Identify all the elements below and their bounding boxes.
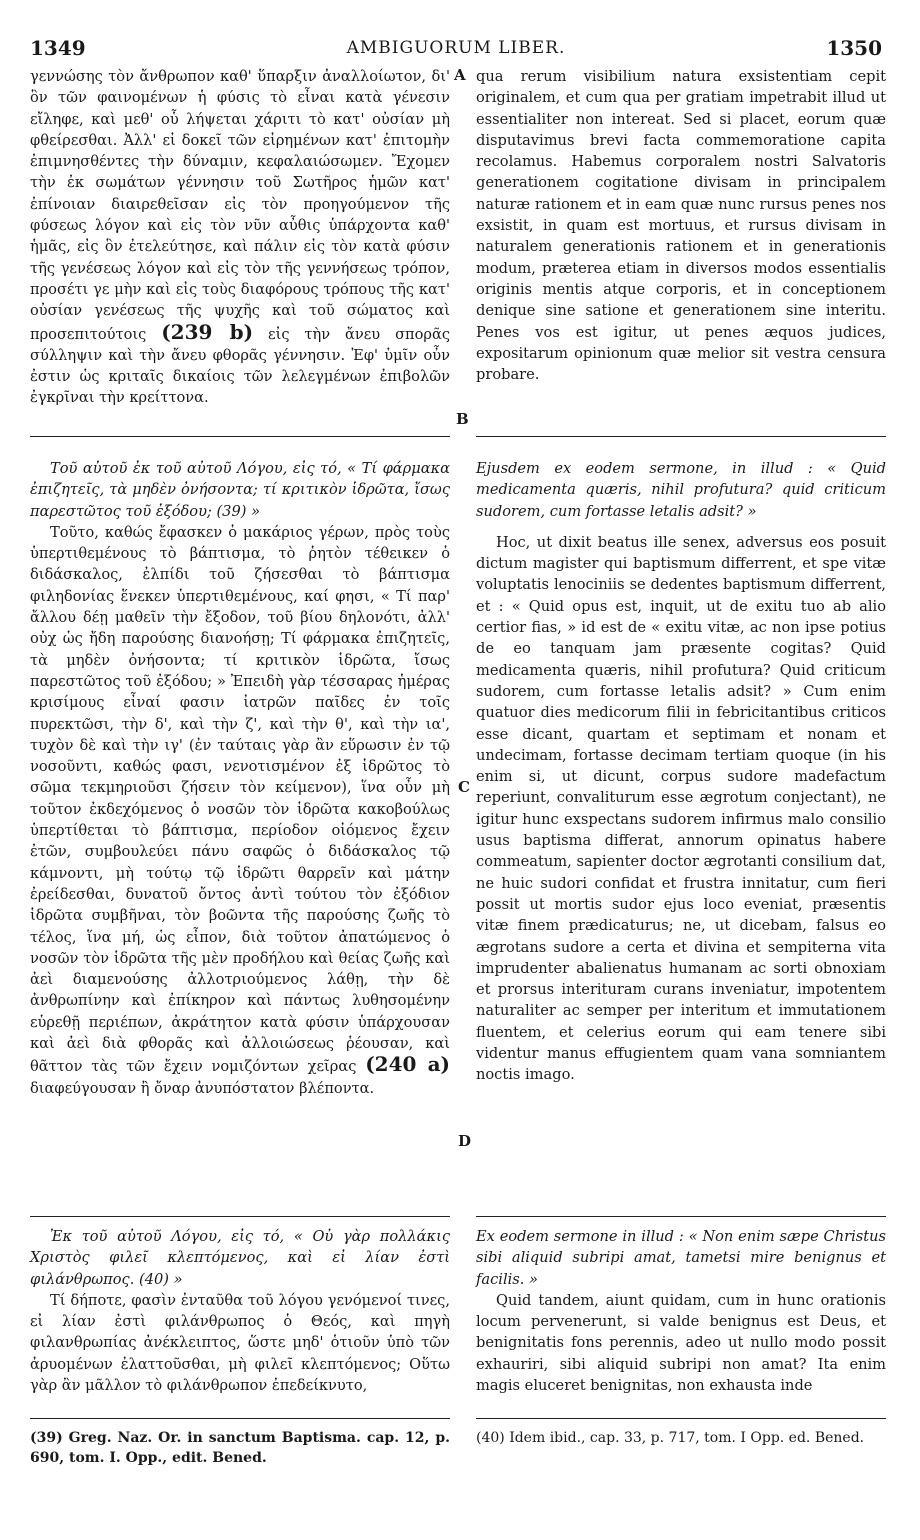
right-page-number: 1350 [826,36,882,60]
section3-latin-title: Ex eodem sermone in illud : « Non enim sæpe Christus sibi aliquid subripi amat, tametsi mire benignus et facilis. » [476,1228,886,1288]
section2-greek-marker: (240 a) [365,1052,450,1077]
page-header [30,36,882,62]
divider-right-2 [476,1216,886,1217]
margin-letter-b: B [456,410,469,428]
section3-greek [30,1226,450,1396]
section2-latin-text: Hoc, ut dixit beatus ille senex, adversus eos posuit dictum magister qui baptismum differrent, et spe vitæ voluptatis lenociniis se dedentes baptismum differrent, et : « Quid opus est, inquit, ut de exitu tuo ab alio certior fias, » id est de « exitu vitæ, ac non ipse potius de eo tanquam jam præsente cogitas? Quid medicamenta quæris, nihil profutura? Quid criticum sudorem, cum fortasse letalis adsit? » Cum enim quatuor dies medicorum filii in febricitantibus criticos esse dicant, quartam et septimam et nonam et undecimam, fortasse decimam tertiam quoque (in his enim si, ut dicunt, corpus sudore madefactum reperiunt, convaliturum esse ægrotum conjectant), ne igitur hunc exspectans sudorem infirmus malo consilio usus baptisma differat, annorum opinatus habere commeatum, sapienter doctor ægrotanti consilium dat, ne huic sudori confidat et frustra innitatur, cum fieri possit ut mortis sudor ejus loco eveniat, præsentis vitæ finem prædicaturus; ne, ut dicebam, falsus eo ægrotans sudore a certa et divina et sempiterna vita imprudenter abalienatus humanam ac sorti obnoxiam et prorsus interituram curans inveniatur, impotentem naturaliter ac semper per interitum et immutationem fluentem, et celerius eorum qui eam tenere sibi videntur manus effugientem quam vana somniantem noctis imago. [476,533,886,1084]
section1-latin-text: qua rerum visibilium natura exsistentiam cepit originalem, et cum qua per gratiam impetrabit illud ut essentialiter non intereat. Sed si placet, eorum quæ disputavimus brevi facta commemoratione capita recolamus. Habemus corporalem nostri Salvatoris generationem cogitatione divisam in principalem naturæ rationem et in eam quæ nunc rursus penes nos exsistit, in quam est mortuus, et rursus divisam in naturalem generationis rationem et in generationis modum, præterea etiam in diversos modos essentialis originis mentis atque corporis, et in conceptionem denique sine satione et generationem sine interitu. Penes vos est igitur, ut penes æquos judices, expositarum opinionum quæ melior sit vestra censura probare. [476,68,886,384]
running-title: AMBIGUORUM LIBER. [346,38,566,58]
section1-greek-tail: εἰς τὴν ἄνευ σπορᾶς σύλληψιν καὶ τὴν ἄνευ φθορᾶς γέννησιν. Ἐφ' ὑμῖν οὖν ἐστιν ὡς κριταῖς δικαίοις τῶν λελεγμένων ἐπιβολῶν ἐγκρῖναι τὴν κρείττονα. [30,325,451,407]
section1-latin [476,66,886,385]
section2-greek-tail: διαφεύγουσαν ἢ ὄναρ ἀνυπόστατον βλέποντα. [30,1079,375,1097]
divider-right-1 [476,436,886,437]
footnote-left: (39) Greg. Naz. Or. in sanctum Baptisma. cap. 12, p. 690, tom. I. Opp., edit. Bened. [30,1430,450,1466]
left-page-number: 1349 [30,36,86,60]
footnote-rule-right [476,1418,886,1419]
divider-left-2 [30,1216,450,1217]
section2-latin-title: Ejusdem ex eodem sermone, in illud : « Quid medicamenta quæris, nihil profutura? quid criticum sudorem, cum fortasse letalis adsit? » [476,460,886,520]
section3-latin [476,1226,886,1396]
footnote-right: (40) Idem ibid., cap. 33, p. 717, tom. I Opp. ed. Bened. [476,1430,865,1446]
footnote-rule-left [30,1418,450,1419]
section1-greek-text: γεννώσης τὸν ἄνθρωπον καθ' ὕπαρξιν ἀναλλοίωτον, δι' ὃν τῶν φαινομένων ἡ φύσις τὸ εἶναι κατὰ γένεσιν εἴληφε, καὶ μεθ' οὗ λήψεται χάριτι τὸ κατ' οὐσίαν μὴ φθείρεσθαι. Ἀλλ' εἰ δοκεῖ τῶν εἰρημένων κατ' ἐπιτομὴν ἐπιμνησθέντες τὴν δύναμιν, κεφαλαιώσωμεν. Ἔχομεν τὴν ἐκ σωμάτων γέννησιν τοῦ Σωτῆρος ἡμῶν κατ' ἐπίνοιαν διαιρεθεῖσαν εἰς τὸν προηγούμενον τῆς φύσεως λόγον καὶ εἰς τὸν νῦν αὖθις ὑπάρχοντα καθ' ἡμᾶς, εἰς ὃν ἐτελεύτησε, καὶ πάλιν εἰς τὸν κατὰ φύσιν τῆς γενέσεως λόγον καὶ εἰς τὸν τῆς γεννήσεως τρόπον, προσέτι γε μὴν καὶ εἰς τοὺς διαφόρους τρόπους τῆς κατ' οὐσίαν γενέσεως τῆς ψυχῆς καὶ τοῦ σώματος καὶ προσεπιτούτοις [30,68,450,343]
divider-left-1 [30,436,450,437]
section3-greek-text: Τί δήποτε, φασὶν ἐνταῦθα τοῦ λόγου γενόμενοί τινες, εἰ λίαν ἐστὶ φιλάνθρωπος ὁ Θεός, καὶ πηγὴ φιλανθρωπίας ἀνέκλειπτος, ὥστε μηδ' ὁτιοῦν ὑπὸ τῶν ἀρυομένων ἐλαττοῦσθαι, μὴ φιλεῖ κλεπτόμενος; Οὕτω γὰρ ἂν μᾶλλον τὸ φιλάνθρωπον ἐπεδείκνυτο, [30,1291,450,1395]
margin-letter-c: C [458,778,470,796]
section1-greek-marker: (239 b) [161,319,254,344]
section2-greek-title: Τοῦ αὐτοῦ ἐκ τοῦ αὐτοῦ Λόγου, εἰς τό, « Τί φάρμακα ἐπιζητεῖς, τὰ μηδὲν ὀνήσοντα; τί κριτικὸν ἱδρῶτα, ἴσως παρεστῶτος τοῦ ἐξόδου; (39) » [30,460,450,520]
section2-greek [30,458,450,1099]
section3-greek-title: Ἐκ τοῦ αὐτοῦ Λόγου, εἰς τό, « Οὐ γὰρ πολλάκις Χριστὸς φιλεῖ κλεπτόμενος, καὶ εἰ λίαν ἐστὶ φιλάνθρωπος. (40) » [30,1228,450,1288]
margin-letter-d: D [458,1132,472,1150]
section1-greek [30,66,450,409]
section3-latin-text: Quid tandem, aiunt quidam, cum in hunc orationis locum pervenerunt, si valde benignus est Deus, et benignitatis fons perennis, adeo ut nullo modo possit exhauriri, sibi aliquid subripi non amat? Ita enim magis eluceret benignitas, non exhausta inde [476,1291,886,1395]
section2-greek-text: Τοῦτο, καθώς ἔφασκεν ὁ μακάριος γέρων, πρὸς τοὺς ὑπερτιθεμένους τὸ βάπτισμα, τὸ ῥητὸν τέθεικεν ὁ διδάσκαλος, ἐλπίδι τοῦ ζήσεσθαι τὸ βάπτισμα φιληδονίας ἕνεκεν ὑπερτιθεμένους, καί φησι, « Τί παρ' ἄλλου δέῃ μαθεῖν τὴν ἔξοδον, τοῦ βίου δηλονότι, ἀλλ' οὐχ ὡς ἤδη παρούσης διανοήσῃ; Τί φάρμακα ἐπιζητεῖς, τὰ μηδὲν ὀνήσοντα; τί κριτικὸν ἱδρῶτα, ἴσως παρεστῶτος τοῦ ἐξόδου; » Ἐπειδὴ γὰρ τέσσαρας ἡμέρας κρισίμους εἶναί φασιν ἰατρῶν παῖδες ἐν τοῖς πυρεκτῶσι, τὴν δ', καὶ τὴν ζ', καὶ τὴν θ', καὶ τὴν ια', τυχὸν δὲ καὶ τὴν ιγ' (ἐν ταύταις γὰρ ἂν εὕρωσιν ἐν τῷ νοσοῦντι, καθώς φασι, νενοτισμένον ἐξ ἱδρῶτος τὸ σῶμα τεκμηριοῦσι ζήσειν τὸν κείμενον), ἵνα οὖν μὴ τοῦτον ἐκδεχόμενος ὁ νοσῶν τὸν ἱδρῶτα κακοβούλως ὑπερτίθεται τὸ βάπτισμα, περίοδον οἰόμενος ἔχειν ἐτῶν, συμβουλεύει πάνυ σαφῶς ὁ διδάσκαλος τῷ κάμνοντι, μὴ τούτῳ τῷ ἱδρῶτι θαρρεῖν καὶ μάτην ἐρείδεσθαι, δυνατοῦ ὄντος ἀντὶ τούτου τὸν ἐξόδιον ἱδρῶτα συμβῆναι, τὸν βοῶντα τῆς παρούσης ζωῆς τὸ τέλος, ἵνα μή, ὡς εἶπον, διὰ τοῦτον ἀπατώμενος ὁ νοσῶν τὸν ἱδρῶτα τῆς μὲν προδήλου καὶ θείας ζωῆς καὶ ἀεὶ διαμενούσης ἀλλοτριούμενος λάθῃ, τὴν δὲ ἀνθρωπίνην καὶ ἐπίκηρον καὶ πάντως λυθησομένην εὑρεθῇ περιέπων, ἀκράτητον κατὰ φύσιν ὑπάρχουσαν καὶ ἀεὶ διὰ φθορᾶς καὶ ἀλλοιώσεως ῥέουσαν, καὶ θᾶττον τὰς τῶν ἔχειν νομιζόντων χεῖρας [30,523,450,1076]
margin-letter-a: A [454,66,466,84]
section2-latin [476,458,886,1086]
